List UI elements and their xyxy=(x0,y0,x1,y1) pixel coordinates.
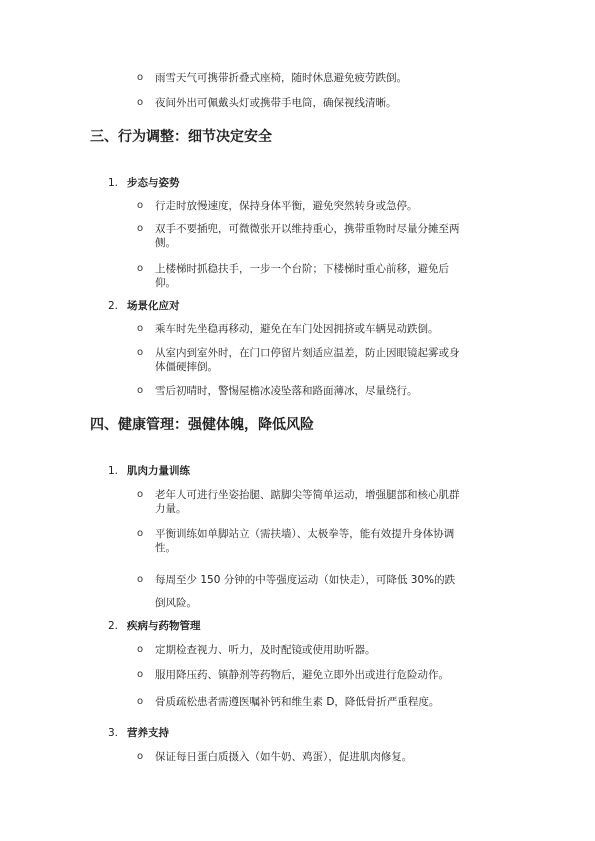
list-item: 保证每日蛋白质摄入（如牛奶、鸡蛋），促进肌肉修复。 xyxy=(155,751,413,763)
list-item: 从室内到室外时，在门口停留片刻适应温差，防止因眼镜起雾或身 xyxy=(155,347,460,359)
list-item-continuation: 力量。 xyxy=(155,503,187,515)
subsection-number: 2. xyxy=(108,620,119,632)
bullet-marker: o xyxy=(137,263,144,274)
bullet-marker: o xyxy=(137,223,144,234)
bullet-marker: o xyxy=(137,385,144,396)
list-item-continuation: 体僵硬摔倒。 xyxy=(155,361,218,373)
list-item: 雪后初晴时，警惕屋檐冰凌坠落和路面薄冰，尽量绕行。 xyxy=(155,385,418,397)
list-item: 乘车时先坐稳再移动，避免在车门处因拥挤或车辆晃动跌倒。 xyxy=(155,323,439,335)
bullet-marker: o xyxy=(137,644,144,655)
subsection-number: 2. xyxy=(108,300,119,312)
list-item: 上楼梯时抓稳扶手，一步一个台阶；下楼梯时重心前移，避免后 xyxy=(155,263,449,275)
list-item: 平衡训练如单脚站立（需扶墙）、太极拳等，能有效提升身体协调 xyxy=(155,528,455,540)
list-item: 雨雪天气可携带折叠式座椅，随时休息避免疲劳跌倒。 xyxy=(155,72,407,84)
list-item: 双手不要插兜，可微微张开以维持重心，携带重物时尽量分摊至两 xyxy=(155,223,460,235)
bullet-marker: o xyxy=(137,528,144,539)
bullet-marker: o xyxy=(137,751,144,762)
list-item-continuation: 仰。 xyxy=(155,277,176,289)
subsection-heading: 疾病与药物管理 xyxy=(127,620,201,632)
section-heading: 三、行为调整：细节决定安全 xyxy=(90,129,272,145)
bullet-marker: o xyxy=(137,696,144,707)
list-item: 骨质疏松患者需遵医嘱补钙和维生素 D，降低骨折严重程度。 xyxy=(155,696,440,708)
bullet-marker: o xyxy=(137,200,144,211)
list-item: 定期检查视力、听力，及时配镜或使用助听器。 xyxy=(155,644,376,656)
bullet-marker: o xyxy=(137,489,144,500)
bullet-marker: o xyxy=(137,323,144,334)
subsection-heading: 肌肉力量训练 xyxy=(127,465,190,477)
bullet-marker: o xyxy=(137,97,144,108)
bullet-marker: o xyxy=(137,669,144,680)
list-item-continuation: 倒风险。 xyxy=(155,597,197,609)
bullet-marker: o xyxy=(137,347,144,358)
subsection-number: 3. xyxy=(108,727,119,739)
list-item-continuation: 性。 xyxy=(155,542,176,554)
subsection-heading: 营养支持 xyxy=(127,727,169,739)
list-item: 行走时放慢速度，保持身体平衡，避免突然转身或急停。 xyxy=(155,200,418,212)
list-item: 每周至少 150 分钟的中等强度运动（如快走），可降低 30%的跌 xyxy=(155,574,456,586)
list-item: 夜间外出可佩戴头灯或携带手电筒，确保视线清晰。 xyxy=(155,97,397,109)
list-item: 老年人可进行坐姿抬腿、踮脚尖等简单运动，增强腿部和核心肌群 xyxy=(155,489,460,501)
subsection-number: 1. xyxy=(108,177,119,189)
subsection-number: 1. xyxy=(108,465,119,477)
list-item: 服用降压药、镇静剂等药物后，避免立即外出或进行危险动作。 xyxy=(155,669,449,681)
section-heading: 四、健康管理：强健体魄，降低风险 xyxy=(90,417,314,433)
list-item-continuation: 侧。 xyxy=(155,237,176,249)
subsection-heading: 步态与姿势 xyxy=(127,177,180,189)
bullet-marker: o xyxy=(137,574,144,585)
bullet-marker: o xyxy=(137,72,144,83)
subsection-heading: 场景化应对 xyxy=(127,300,180,312)
